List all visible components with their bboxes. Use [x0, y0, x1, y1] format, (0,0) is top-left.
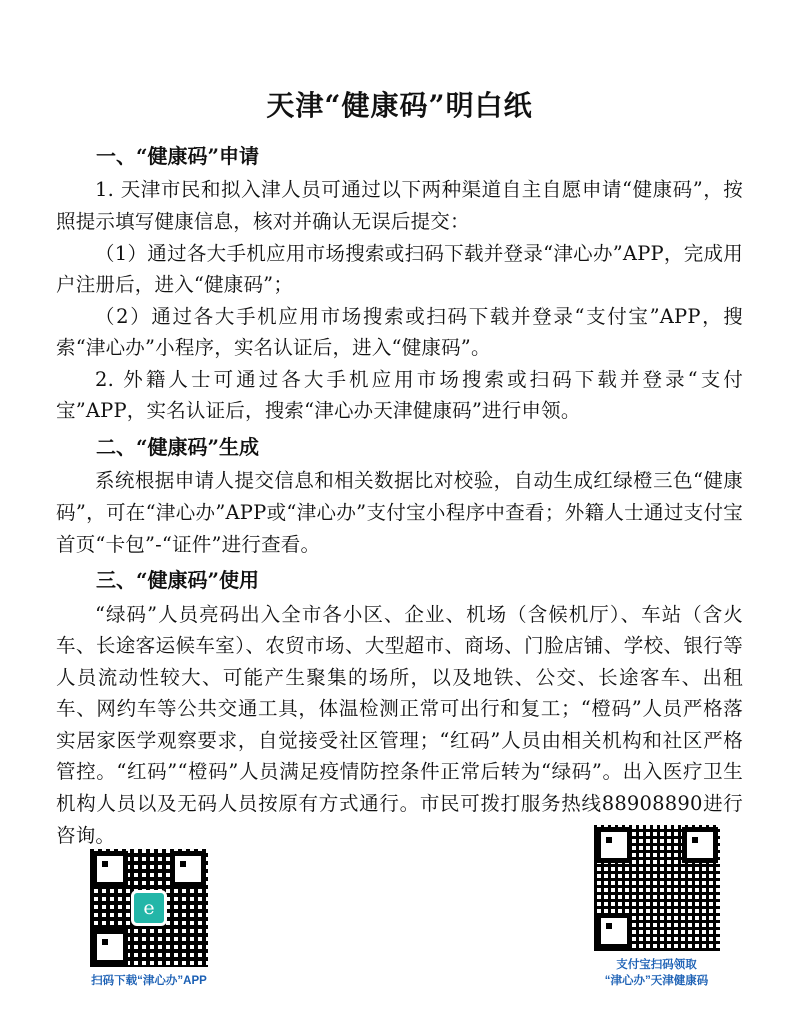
- section-heading-application: 一、“健康码”申请: [96, 144, 260, 168]
- qr-finder-icon: [170, 851, 206, 887]
- qr-finder-icon: [92, 851, 128, 887]
- paragraph: （1）通过各大手机应用市场搜索或扫码下载并登录“津心办”APP，完成用户注册后，进入“健康码”；: [56, 241, 743, 297]
- jinxinban-logo-icon: e: [131, 890, 167, 926]
- qr-finder-icon: [596, 827, 632, 863]
- section-heading-generation: 二、“健康码”生成: [96, 435, 260, 460]
- paragraph: 系统根据申请人提交信息和相关数据比对校验，自动生成红绿橙三色“健康码”，可在“津心办”APP或“津心办”支付宝小程序中查看；外籍人士通过支付宝首页“卡包”-“证件”进行查看。: [56, 469, 743, 556]
- section-heading-usage: 三、“健康码”使用: [96, 568, 260, 593]
- qr-caption-app-download: 扫码下载“津心办”APP: [91, 975, 207, 988]
- qr-code-icon: [594, 825, 720, 951]
- qr-code-icon: [90, 849, 208, 967]
- qr-finder-icon: [682, 827, 718, 863]
- qr-caption-alipay: [584, 957, 729, 990]
- qr-block-alipay: [584, 825, 729, 990]
- qr-caption-alipay-line2: “津心办”天津健康码: [604, 975, 709, 988]
- paragraph: “绿码”人员亮码出入全市各小区、企业、机场（含候机厅）、车站（含火车、长途客运候车室）、农贸市场、大型超市、商场、门脸店铺、学校、银行等人员流动性较大、可能产生聚集的场所，以及地铁、公交、长途客车、出租车、网约车等公共交通工具，体温检测正常可出行和复工；“橙码”人员严格落实居家医学观察要求，自觉接受社区管理；“红码”人员由相关机构和社区严格管控。“红码”“橙码”人员满足疫情防控条件正常后转为“绿码”。出入医疗卫生机构人员以及无码人员按原有方式通行。市民可拨打服务热线88908890进行咨询。: [56, 602, 743, 847]
- paragraph: 1. 天津市民和拟入津人员可通过以下两种渠道自主自愿申请“健康码”，按照提示填写健康信息，核对并确认无误后提交：: [56, 178, 743, 233]
- page-title: 天津“健康码”明白纸: [266, 89, 533, 122]
- qr-finder-icon: [596, 913, 632, 949]
- qr-finder-icon: [92, 929, 128, 965]
- paragraph: （2）通过各大手机应用市场搜索或扫码下载并登录“支付宝”APP，搜索“津心办”小程序，实名认证后，进入“健康码”。: [56, 304, 743, 360]
- paragraph: 2. 外籍人士可通过各大手机应用市场搜索或扫码下载并登录“支付宝”APP，实名认证后，搜索“津心办天津健康码”进行申领。: [56, 367, 743, 423]
- qr-block-app-download: [84, 849, 214, 990]
- qr-caption-alipay-line1: 支付宝扫码领取: [616, 958, 697, 971]
- qr-code-area: [0, 830, 799, 1000]
- document-body: [56, 140, 743, 851]
